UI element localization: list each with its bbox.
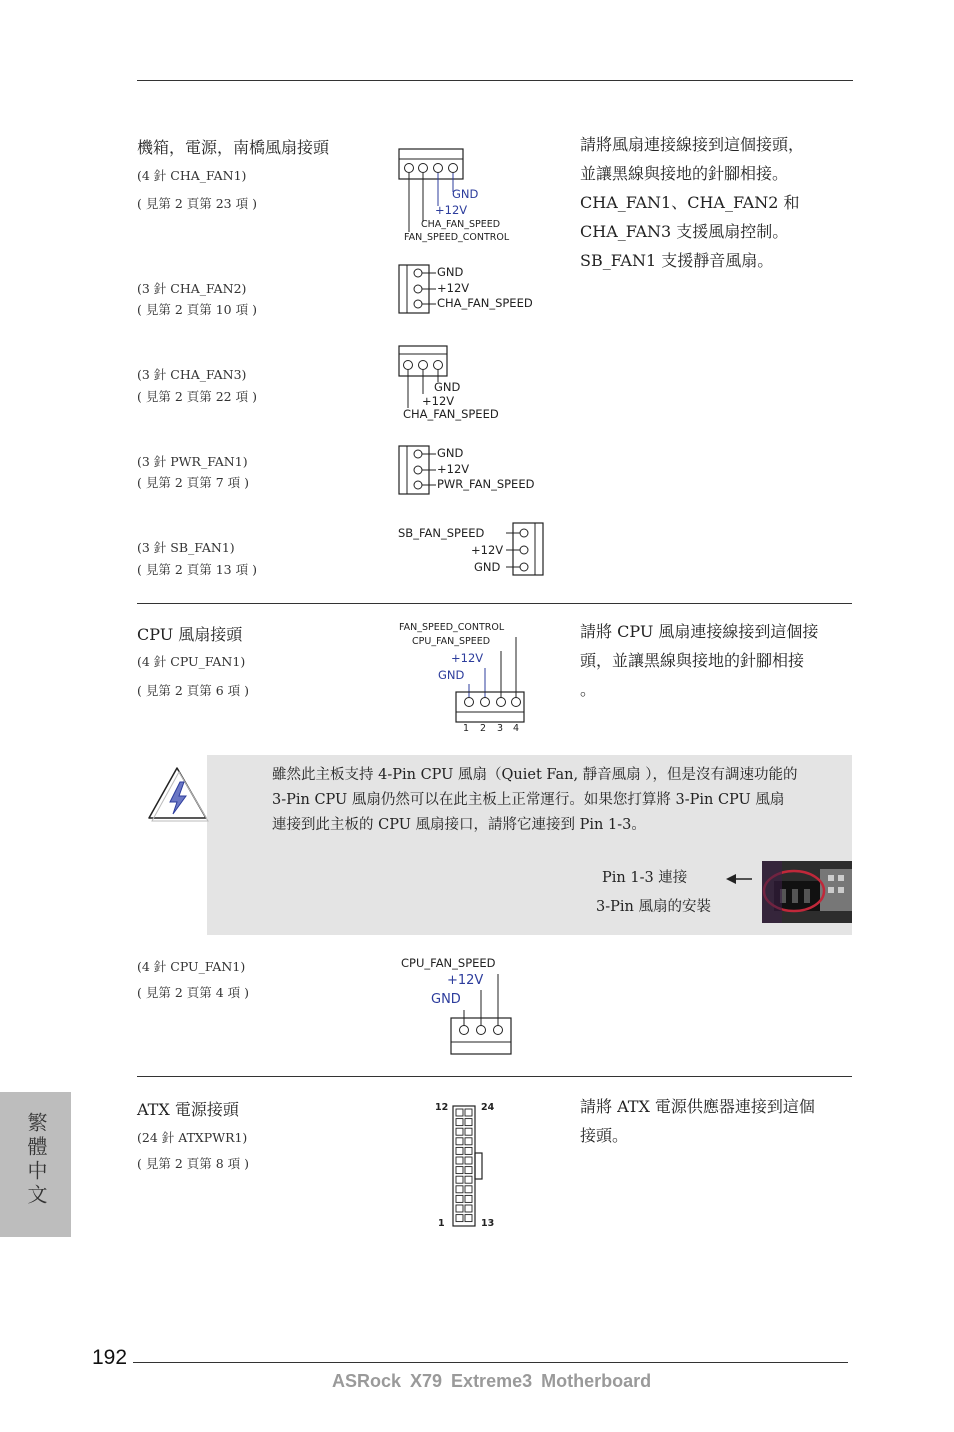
- atx-pin: [456, 1186, 463, 1193]
- atx-sub1: (24 針 ATXPWR1): [137, 1130, 248, 1145]
- atx-pin: [465, 1176, 472, 1183]
- cha2-speed-label: CHA_FAN_SPEED: [437, 296, 533, 310]
- atx-pin-24-label: 24: [481, 1102, 495, 1113]
- cpu-sub1: (4 針 CPU_FAN1): [137, 654, 246, 669]
- atx-pin: [456, 1128, 463, 1135]
- cha3-12v-label: +12V: [422, 394, 455, 408]
- pin-label-1: Pin 1-3 連接: [602, 870, 688, 886]
- pwr-fan1-diagram: [396, 443, 556, 498]
- cha-sub4: (3 針 PWR_FAN1): [137, 454, 248, 469]
- cpu3-gnd-label: GND: [431, 992, 461, 1007]
- cpu4-12v-label: +12V: [451, 651, 484, 665]
- atx-pin-13-label: 13: [481, 1218, 495, 1229]
- cha1-control-label: FAN_SPEED_CONTROL: [404, 232, 510, 243]
- atx-title: ATX 電源接頭: [137, 1100, 239, 1119]
- cha-fan2-diagram: [396, 262, 556, 317]
- cpu3-12v-label: +12V: [447, 973, 484, 988]
- pwr-gnd-label: GND: [437, 446, 464, 460]
- atx-pin: [465, 1119, 472, 1126]
- sb-12v-label: +12V: [471, 543, 504, 557]
- note-text: 雖然此主板支持 4-Pin CPU 風扇（Quiet Fan, 靜音風扇 ），但是沒有調速功能的 3-Pin CPU 風扇仍然可以在此主板上正常運行。如果您打算將 3-Pin CPU 風扇 連接到此主板的 CPU 風扇接口，請將它連接到 Pin 1-3。: [272, 767, 798, 833]
- cpu-sub2-ref: ( 見第 2 頁第 4 項 ): [137, 985, 249, 1000]
- atx-pin: [465, 1167, 472, 1174]
- atx-pin: [456, 1109, 463, 1116]
- cha1-speed-label: CHA_FAN_SPEED: [421, 219, 501, 230]
- cpu-fan1-4pin-diagram: [396, 620, 536, 738]
- cpu-description: 請將 CPU 風扇連接線接到這個接 頭，並讓黑線與接地的針腳相接 。: [580, 622, 819, 699]
- atx-sub1-ref: ( 見第 2 頁第 8 項 ): [137, 1156, 249, 1171]
- fan-install-photo: [762, 861, 852, 923]
- atx-pin: [465, 1195, 472, 1202]
- cha-sub2-ref: ( 見第 2 頁第 10 項 ): [137, 302, 257, 317]
- atx-pin: [465, 1215, 472, 1222]
- atx-pin: [465, 1109, 472, 1116]
- cha-sub3-ref: ( 見第 2 頁第 22 項 ): [137, 389, 257, 404]
- cpu4-pin-4: 4: [513, 723, 520, 734]
- cpu-fan1-3pin-diagram: [398, 954, 518, 1058]
- cha-description: 請將風扇連接線接到這個接頭， 並讓黑線與接地的針腳相接。 CHA_FAN1、CHA_FAN2 和 CHA_FAN3 支援風扇控制。 SB_FAN1 支援靜音風扇。: [580, 135, 805, 270]
- atx-pin: [456, 1195, 463, 1202]
- atx-pin: [456, 1215, 463, 1222]
- cha3-gnd-label: GND: [434, 380, 461, 394]
- atx-pin: [456, 1138, 463, 1145]
- cpu-sub2: (4 針 CPU_FAN1): [137, 959, 246, 974]
- cpu4-control-label: FAN_SPEED_CONTROL: [399, 622, 505, 633]
- cpu4-speed-label: CPU_FAN_SPEED: [412, 636, 491, 647]
- atx-24pin-diagram: [430, 1098, 510, 1233]
- arrow-left-icon: [726, 870, 754, 882]
- cpu4-gnd-label: GND: [438, 668, 465, 682]
- atx-pin: [456, 1176, 463, 1183]
- atx-pin: [456, 1167, 463, 1174]
- atx-pin: [456, 1205, 463, 1212]
- cha-sub1-ref: ( 見第 2 頁第 23 項 ): [137, 196, 257, 211]
- side-tab-label: 繁體中文: [24, 1112, 48, 1208]
- cpu4-pin-2: 2: [480, 723, 487, 734]
- cha-sub1: (4 針 CHA_FAN1): [137, 168, 247, 183]
- cha2-12v-label: +12V: [437, 281, 470, 295]
- atx-pin: [465, 1186, 472, 1193]
- cha-sub3: (3 針 CHA_FAN3): [137, 367, 247, 382]
- language-side-tab: [0, 1092, 71, 1237]
- atx-pin: [465, 1205, 472, 1212]
- pwr-speed-label: PWR_FAN_SPEED: [437, 477, 535, 491]
- cha3-speed-label: CHA_FAN_SPEED: [403, 407, 499, 421]
- atx-pin-1-label: 1: [438, 1218, 445, 1229]
- cha1-gnd-label: GND: [452, 187, 479, 201]
- atx-pin: [456, 1147, 463, 1154]
- atx-pin: [456, 1157, 463, 1164]
- page-number: 192: [92, 1346, 128, 1369]
- cpu4-pin-3: 3: [497, 723, 504, 734]
- cha-sub5-ref: ( 見第 2 頁第 13 項 ): [137, 562, 257, 577]
- cha-fan1-diagram: [395, 146, 535, 246]
- top-rule: [137, 80, 853, 81]
- atx-pin: [465, 1138, 472, 1145]
- pin-label-2: 3-Pin 風扇的安裝: [596, 899, 711, 915]
- cpu3-speed-label: CPU_FAN_SPEED: [401, 956, 496, 970]
- cha-sub4-ref: ( 見第 2 頁第 7 項 ): [137, 475, 249, 490]
- pwr-12v-label: +12V: [437, 462, 470, 476]
- atx-pin: [456, 1119, 463, 1126]
- atx-pin: [465, 1157, 472, 1164]
- atx-pin: [465, 1128, 472, 1135]
- cha-sub5: (3 針 SB_FAN1): [137, 540, 235, 555]
- cha2-gnd-label: GND: [437, 265, 464, 279]
- atx-pin: [465, 1147, 472, 1154]
- sb-gnd-label: GND: [474, 560, 501, 574]
- footer-rule: [133, 1362, 848, 1363]
- cha-sub2: (3 針 CHA_FAN2): [137, 281, 247, 296]
- atx-description: 請將 ATX 電源供應器連接到這個 接頭。: [580, 1097, 815, 1145]
- cha-fan3-diagram: [396, 344, 536, 426]
- footer-title: ASRock X79 Extreme3 Motherboard: [332, 1371, 652, 1391]
- cha-title: 機箱，電源，南橋風扇接頭: [137, 138, 330, 157]
- atx-pin-12-label: 12: [435, 1102, 449, 1113]
- cha1-12v-label: +12V: [435, 203, 468, 217]
- sb-fan1-diagram: [396, 520, 551, 580]
- cpu4-pin-1: 1: [463, 723, 470, 734]
- section-rule-2: [137, 1076, 852, 1077]
- section-rule-1: [137, 603, 852, 604]
- cpu-title: CPU 風扇接頭: [137, 625, 243, 644]
- cpu-sub1-ref: ( 見第 2 頁第 6 項 ): [137, 683, 249, 698]
- warning-icon: [146, 764, 210, 824]
- sb-speed-label: SB_FAN_SPEED: [398, 526, 485, 540]
